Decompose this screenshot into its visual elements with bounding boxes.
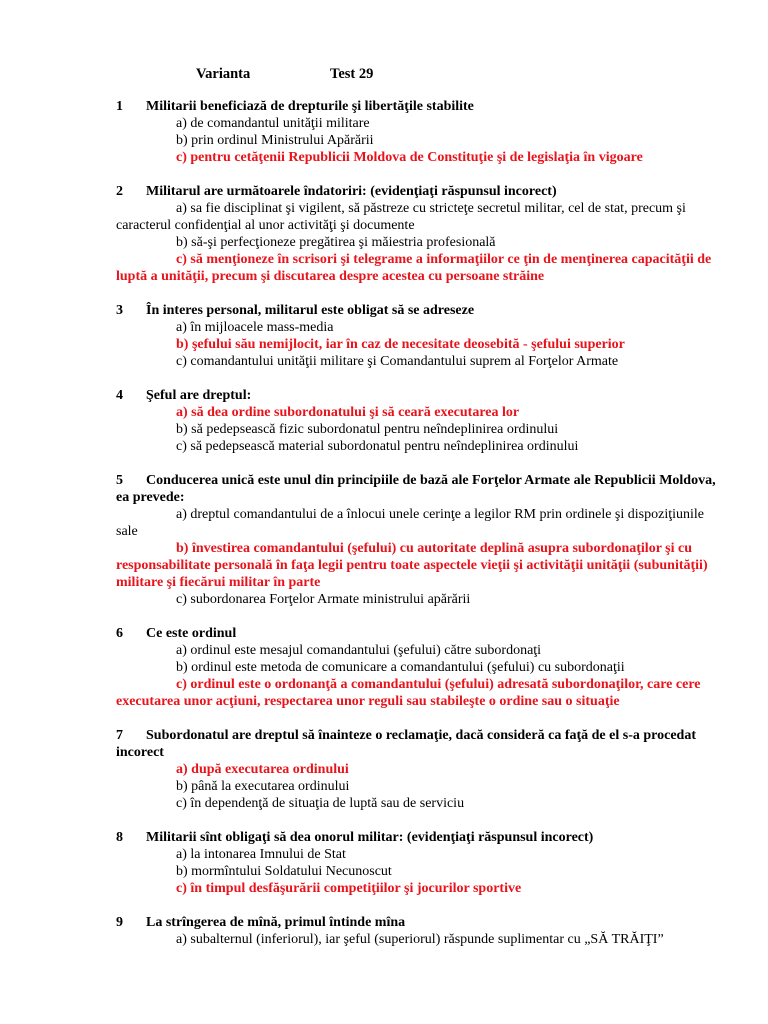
question-text: La strîngerea de mînă, primul întinde mîna xyxy=(146,915,406,930)
answer-text: la intonarea Imnului de Stat xyxy=(190,847,346,862)
test-header xyxy=(196,66,374,83)
answer-text: prin ordinul Ministrului Apărării xyxy=(191,133,374,148)
answer-text: dreptul comandantului de a înlocui unele cerinţe a legilor RM prin ordinele şi dispoziţiunile sale xyxy=(116,507,704,539)
answer-letter: a) xyxy=(176,847,187,862)
answer-option xyxy=(116,132,716,149)
question-text: Subordonatul are dreptul să înainteze o reclamaţie, dacă consideră ca faţă de el s-a procedat incorect xyxy=(116,728,696,760)
question-text: În interes personal, militarul este obligat să se adreseze xyxy=(146,303,475,318)
question-8 xyxy=(116,829,716,897)
answer-option-correct xyxy=(116,251,716,285)
answer-text: învestirea comandantului (şefului) cu autoritate deplină asupra subordonaţilor şi cu responsabilitate personală în faţa legii pentru toate aspectele vieţii şi activităţii unităţii (subunităţii) militare şi fiecărui militar în parte xyxy=(116,541,708,590)
answer-option xyxy=(116,115,716,132)
answer-text: pentru cetăţenii Republicii Moldova de Constituţie şi de legislaţia în vigoare xyxy=(190,150,643,165)
question-text: Conducerea unică este unul din principiile de bază ale Forţelor Armate ale Republicii Moldova, ea prevede: xyxy=(116,473,716,505)
question-number: 3 xyxy=(116,303,123,318)
answer-option xyxy=(116,931,716,948)
answer-option-correct xyxy=(116,149,716,166)
answer-letter: b) xyxy=(176,864,188,879)
answer-text: de comandantul unităţii militare xyxy=(190,116,370,131)
question-number: 5 xyxy=(116,473,123,488)
question-text: Militarul are următoarele îndatoriri: (evidenţiaţi răspunsul incorect) xyxy=(146,184,557,199)
answer-text: sa fie disciplinat şi vigilent, să păstreze cu stricteţe secretul militar, cel de stat, precum şi caracterul confidenţial al unor activităţi şi documente xyxy=(116,201,686,233)
question-number: 2 xyxy=(116,184,123,199)
answer-letter: c) xyxy=(176,150,187,165)
answer-text: şefului său nemijlocit, iar în caz de necesitate deosebită - şefului superior xyxy=(191,337,625,352)
answer-text: ordinul este mesajul comandantului (şefului) către subordonaţi xyxy=(190,643,542,658)
answer-letter: a) xyxy=(176,762,188,777)
question-6 xyxy=(116,625,716,710)
answer-letter: c) xyxy=(176,796,187,811)
question-3 xyxy=(116,302,716,370)
question-line xyxy=(116,625,716,642)
question-text: Şeful are dreptul: xyxy=(146,388,252,403)
question-1 xyxy=(116,98,716,166)
answer-text: comandantului unităţii militare şi Comandantului suprem al Forţelor Armate xyxy=(190,354,619,369)
answer-text: să dea ordine subordonatului şi să ceară executarea lor xyxy=(191,405,520,420)
answer-letter: a) xyxy=(176,507,187,522)
answer-letter: b) xyxy=(176,235,188,250)
question-4 xyxy=(116,387,716,455)
answer-option xyxy=(116,319,716,336)
answer-option-correct xyxy=(116,761,716,778)
question-line xyxy=(116,387,716,404)
answer-letter: c) xyxy=(176,354,187,369)
answer-letter: b) xyxy=(176,422,188,437)
question-line xyxy=(116,914,716,931)
question-line xyxy=(116,302,716,319)
answer-option xyxy=(116,438,716,455)
question-9 xyxy=(116,914,716,948)
answer-option xyxy=(116,200,716,234)
answer-option xyxy=(116,778,716,795)
answer-text: mormîntului Soldatului Necunoscut xyxy=(191,864,392,879)
answer-text: ordinul este o ordonanţă a comandantului (şefului) adresată subordonaţilor, care cere executarea unor acţiuni, respectarea unor reguli sau stabileşte o ordine sau o situaţie xyxy=(116,677,701,709)
answer-letter: c) xyxy=(176,592,187,607)
answer-letter: a) xyxy=(176,932,187,947)
variant-label: Varianta xyxy=(196,66,251,82)
answer-text: să pedepsească material subordonatul pentru neîndeplinirea ordinului xyxy=(190,439,579,454)
answer-text: subalternul (inferiorul), iar şeful (superiorul) răspunde suplimentar cu „SĂ TRĂIŢI” xyxy=(190,932,664,947)
answer-letter: c) xyxy=(176,881,187,896)
answer-text: ordinul este metoda de comunicare a comandantului (şefului) cu subordonaţii xyxy=(191,660,625,675)
question-number: 1 xyxy=(116,99,123,114)
answer-letter: a) xyxy=(176,320,187,335)
answer-letter: a) xyxy=(176,201,187,216)
answer-text: în dependenţă de situaţia de luptă sau de serviciu xyxy=(190,796,465,811)
answer-option xyxy=(116,795,716,812)
questions-list xyxy=(116,98,716,965)
answer-text: să pedepsească fizic subordonatul pentru neîndeplinirea ordinului xyxy=(191,422,559,437)
answer-letter: a) xyxy=(176,405,188,420)
question-2 xyxy=(116,183,716,285)
answer-letter: c) xyxy=(176,439,187,454)
answer-text: în timpul desfăşurării competiţiilor şi jocurilor sportive xyxy=(190,881,522,896)
question-text: Militarii sînt obligaţi să dea onorul militar: (evidenţiaţi răspunsul incorect) xyxy=(146,830,594,845)
question-line xyxy=(116,472,716,506)
answer-letter: b) xyxy=(176,133,188,148)
answer-text: subordonarea Forţelor Armate ministrului apărării xyxy=(190,592,471,607)
answer-letter: b) xyxy=(176,660,188,675)
question-number: 9 xyxy=(116,915,123,930)
answer-option xyxy=(116,353,716,370)
answer-text: după executarea ordinului xyxy=(191,762,349,777)
answer-option-correct xyxy=(116,404,716,421)
answer-text: să-şi perfecţioneze pregătirea şi măiestria profesională xyxy=(191,235,496,250)
answer-letter: a) xyxy=(176,643,187,658)
question-line xyxy=(116,829,716,846)
question-line xyxy=(116,98,716,115)
answer-letter: b) xyxy=(176,337,189,352)
test-number: Test 29 xyxy=(330,66,374,82)
answer-text: în mijloacele mass-media xyxy=(190,320,334,335)
answer-option xyxy=(116,846,716,863)
answer-option xyxy=(116,642,716,659)
answer-letter: b) xyxy=(176,779,188,794)
question-5 xyxy=(116,472,716,608)
answer-option xyxy=(116,863,716,880)
answer-option-correct xyxy=(116,540,716,591)
answer-letter: b) xyxy=(176,541,189,556)
question-number: 6 xyxy=(116,626,123,641)
question-number: 7 xyxy=(116,728,123,743)
answer-option xyxy=(116,591,716,608)
answer-letter: a) xyxy=(176,116,187,131)
answer-option xyxy=(116,234,716,251)
question-line xyxy=(116,727,716,761)
question-text: Ce este ordinul xyxy=(146,626,237,641)
question-line xyxy=(116,183,716,200)
question-number: 4 xyxy=(116,388,123,403)
answer-option-correct xyxy=(116,676,716,710)
question-text: Militarii beneficiază de drepturile şi libertăţile stabilite xyxy=(146,99,474,114)
answer-option xyxy=(116,506,716,540)
answer-text: până la executarea ordinului xyxy=(191,779,350,794)
answer-option-correct xyxy=(116,336,716,353)
answer-option-correct xyxy=(116,880,716,897)
question-number: 8 xyxy=(116,830,123,845)
answer-option xyxy=(116,659,716,676)
answer-text: să menţioneze în scrisori şi telegrame a informaţiilor ce ţin de menţinerea capacităţii de luptă a unităţii, precum şi discutarea despre acestea cu persoane străine xyxy=(116,252,712,284)
answer-option xyxy=(116,421,716,438)
answer-letter: c) xyxy=(176,677,187,692)
question-7 xyxy=(116,727,716,812)
answer-letter: c) xyxy=(176,252,187,267)
